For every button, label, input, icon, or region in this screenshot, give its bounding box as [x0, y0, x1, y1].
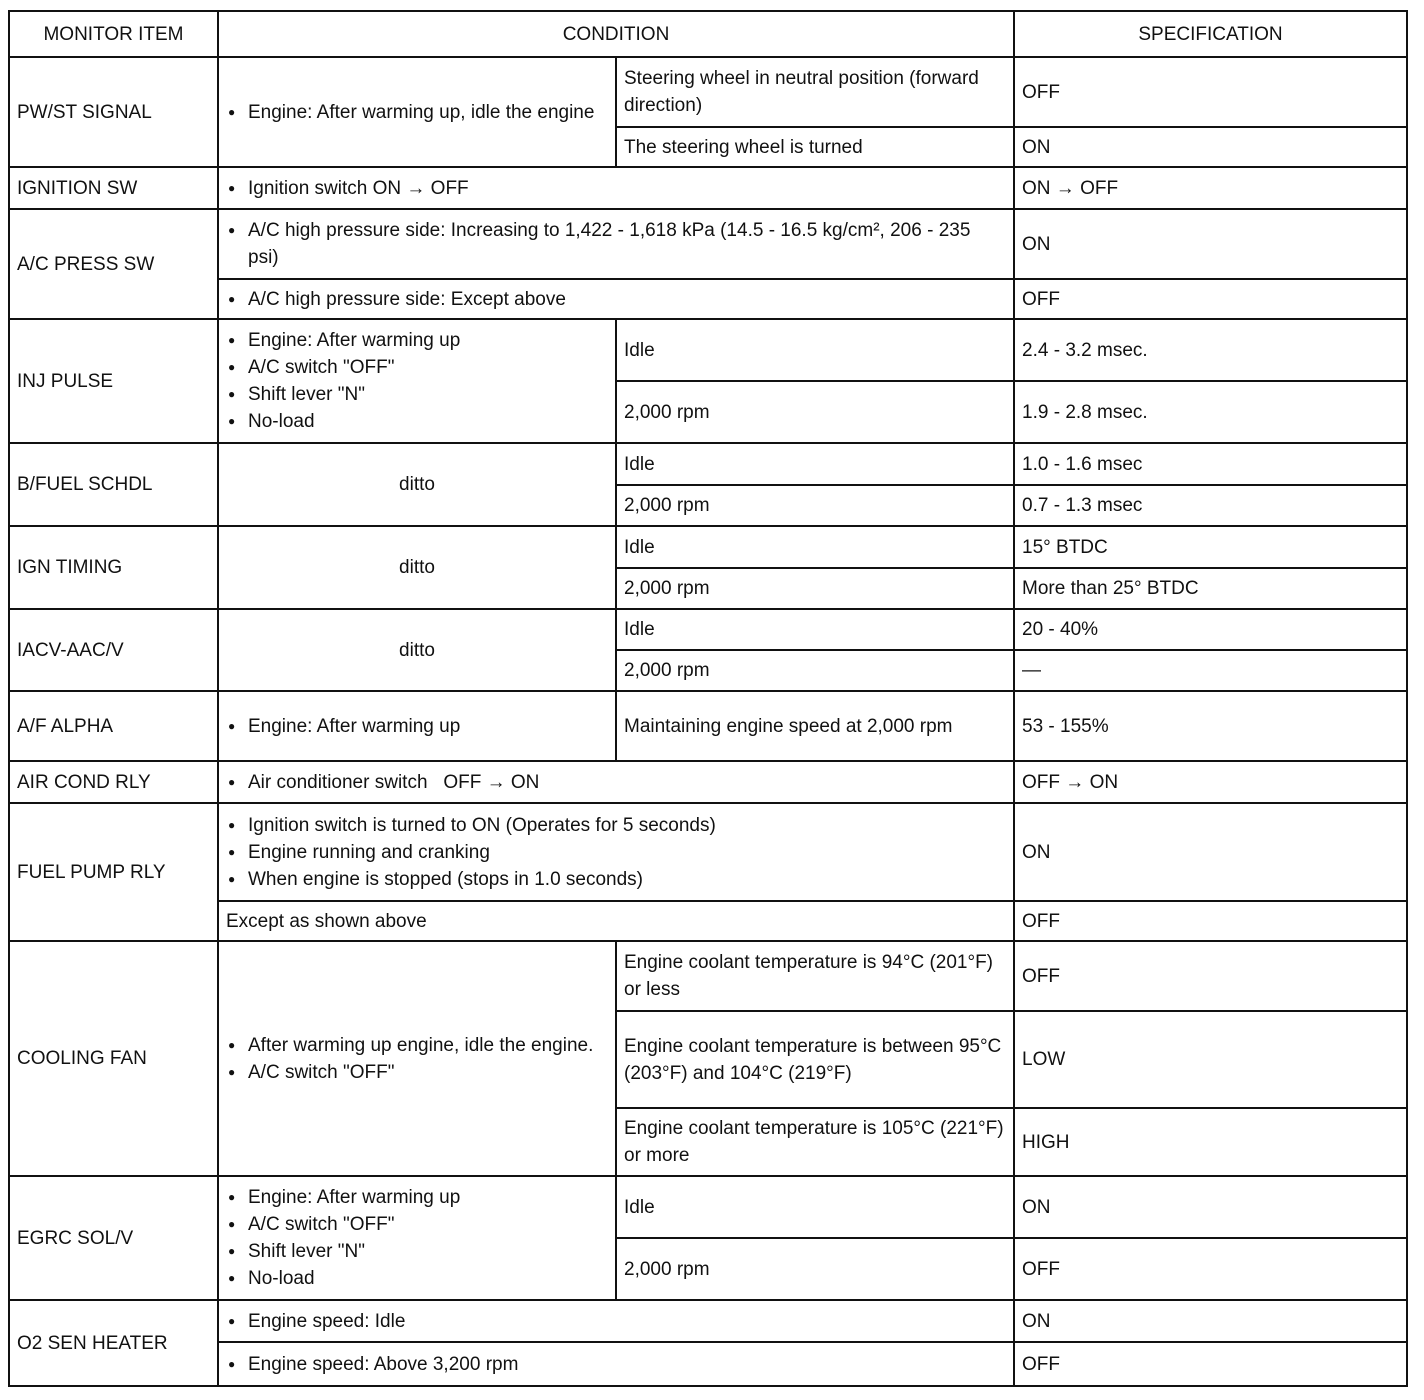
- condition-cell: [218, 279, 1014, 319]
- condition-bullet: ● Engine: After warming up, idle the engine: [226, 99, 608, 126]
- item-cooling-fan: COOLING FAN: [9, 941, 218, 1176]
- sub-condition-cell: The steering wheel is turned: [616, 127, 1014, 167]
- condition-cell: [218, 167, 1014, 209]
- condition-bullet: ● Engine: After warming up: [226, 327, 608, 354]
- sub-condition-cell: Steering wheel in neutral position (forward direction): [616, 57, 1014, 127]
- monitor-spec-table: [8, 10, 1408, 1387]
- table-row: [9, 691, 1407, 761]
- condition-ditto: ditto: [218, 443, 616, 526]
- item-ign-timing: IGN TIMING: [9, 526, 218, 609]
- spec-cell: 15° BTDC: [1014, 526, 1407, 568]
- condition-bullet: ● Shift lever "N": [226, 1238, 608, 1265]
- table-row: [9, 761, 1407, 803]
- condition-cell: [218, 1176, 616, 1300]
- header-condition: CONDITION: [218, 11, 1014, 57]
- spec-cell: 1.9 - 2.8 msec.: [1014, 381, 1407, 443]
- table-row: [9, 803, 1407, 901]
- table-row: [9, 526, 1407, 568]
- condition-bullet: ● A/C high pressure side: Except above: [226, 286, 1006, 313]
- table-row: [9, 209, 1407, 279]
- spec-cell: OFF: [1014, 1238, 1407, 1300]
- spec-cell: —: [1014, 650, 1407, 691]
- condition-bullet: ● After warming up engine, idle the engine.: [226, 1032, 608, 1059]
- condition-bullet: ● Engine running and cranking: [226, 839, 1006, 866]
- table-row: [9, 319, 1407, 381]
- table-row: [9, 1176, 1407, 1238]
- condition-bullet: ● A/C switch "OFF": [226, 354, 608, 381]
- condition-cell: [218, 761, 1014, 803]
- condition-cell: Except as shown above: [218, 901, 1014, 941]
- sub-condition-cell: 2,000 rpm: [616, 568, 1014, 609]
- spec-cell: OFF: [1014, 941, 1407, 1011]
- table-row: [9, 57, 1407, 127]
- table-row: [9, 167, 1407, 209]
- spec-cell: 1.0 - 1.6 msec: [1014, 443, 1407, 485]
- condition-cell: [218, 319, 616, 443]
- spec-cell: ON: [1014, 803, 1407, 901]
- item-egrc-sol-v: EGRC SOL/V: [9, 1176, 218, 1300]
- header-row: [9, 11, 1407, 57]
- item-fuel-pump-rly: FUEL PUMP RLY: [9, 803, 218, 941]
- sub-condition-cell: Engine coolant temperature is 94°C (201°F) or less: [616, 941, 1014, 1011]
- spec-cell: HIGH: [1014, 1108, 1407, 1176]
- sub-condition-cell: 2,000 rpm: [616, 1238, 1014, 1300]
- spec-cell: 20 - 40%: [1014, 609, 1407, 650]
- spec-cell: ON: [1014, 209, 1407, 279]
- condition-bullet: ● Ignition switch ON → OFF: [226, 175, 1006, 202]
- spec-cell: LOW: [1014, 1011, 1407, 1108]
- spec-cell: ON: [1014, 1176, 1407, 1238]
- item-af-alpha: A/F ALPHA: [9, 691, 218, 761]
- condition-cell: [218, 803, 1014, 901]
- sub-condition-cell: Idle: [616, 526, 1014, 568]
- condition-bullet: ● A/C switch "OFF": [226, 1211, 608, 1238]
- condition-bullet: ● When engine is stopped (stops in 1.0 seconds): [226, 866, 1006, 893]
- item-ignition-sw: IGNITION SW: [9, 167, 218, 209]
- condition-cell: [218, 57, 616, 167]
- table-row: [9, 1300, 1407, 1342]
- header-specification: SPECIFICATION: [1014, 11, 1407, 57]
- condition-cell: [218, 1342, 1014, 1386]
- table-row: [9, 901, 1407, 941]
- spec-cell: ON: [1014, 1300, 1407, 1342]
- condition-ditto: ditto: [218, 609, 616, 691]
- condition-cell: [218, 1300, 1014, 1342]
- spec-cell: OFF: [1014, 901, 1407, 941]
- condition-bullet: ● No-load: [226, 408, 608, 435]
- condition-ditto: ditto: [218, 526, 616, 609]
- sub-condition-cell: Idle: [616, 1176, 1014, 1238]
- condition-bullet: ● Air conditioner switch OFF → ON: [226, 769, 1006, 796]
- table-row: [9, 279, 1407, 319]
- sub-condition-cell: Idle: [616, 443, 1014, 485]
- condition-bullet: ● Engine speed: Idle: [226, 1308, 1006, 1335]
- spec-cell: More than 25° BTDC: [1014, 568, 1407, 609]
- condition-bullet: ● A/C high pressure side: Increasing to 1,422 - 1,618 kPa (14.5 - 16.5 kg/cm², 206 - 235 psi): [226, 217, 1006, 271]
- condition-bullet: ● No-load: [226, 1265, 608, 1292]
- sub-condition-cell: Engine coolant temperature is between 95°C (203°F) and 104°C (219°F): [616, 1011, 1014, 1108]
- condition-bullet: ● Shift lever "N": [226, 381, 608, 408]
- header-monitor-item: MONITOR ITEM: [9, 11, 218, 57]
- spec-cell: 2.4 - 3.2 msec.: [1014, 319, 1407, 381]
- item-ac-press-sw: A/C PRESS SW: [9, 209, 218, 319]
- condition-bullet: ● A/C switch "OFF": [226, 1059, 608, 1086]
- table-row: [9, 443, 1407, 485]
- spec-cell: 53 - 155%: [1014, 691, 1407, 761]
- table-row: [9, 941, 1407, 1011]
- condition-cell: [218, 209, 1014, 279]
- spec-cell: ON → OFF: [1014, 167, 1407, 209]
- item-bfuel-schdl: B/FUEL SCHDL: [9, 443, 218, 526]
- spec-cell: ON: [1014, 127, 1407, 167]
- sub-condition-cell: Maintaining engine speed at 2,000 rpm: [616, 691, 1014, 761]
- table-row: [9, 1342, 1407, 1386]
- condition-cell: [218, 691, 616, 761]
- condition-cell: [218, 941, 616, 1176]
- table-row: [9, 609, 1407, 650]
- condition-bullet: ● Ignition switch is turned to ON (Operates for 5 seconds): [226, 812, 1006, 839]
- item-o2-sen-heater: O2 SEN HEATER: [9, 1300, 218, 1386]
- sub-condition-cell: Engine coolant temperature is 105°C (221°F) or more: [616, 1108, 1014, 1176]
- sub-condition-cell: Idle: [616, 319, 1014, 381]
- condition-bullet: ● Engine speed: Above 3,200 rpm: [226, 1351, 1006, 1378]
- spec-cell: OFF: [1014, 57, 1407, 127]
- item-pwst-signal: PW/ST SIGNAL: [9, 57, 218, 167]
- spec-cell: OFF: [1014, 279, 1407, 319]
- item-air-cond-rly: AIR COND RLY: [9, 761, 218, 803]
- item-inj-pulse: INJ PULSE: [9, 319, 218, 443]
- spec-cell: 0.7 - 1.3 msec: [1014, 485, 1407, 526]
- item-iacv-aac-v: IACV-AAC/V: [9, 609, 218, 691]
- condition-bullet: ● Engine: After warming up: [226, 713, 608, 740]
- sub-condition-cell: Idle: [616, 609, 1014, 650]
- condition-bullet: ● Engine: After warming up: [226, 1184, 608, 1211]
- sub-condition-cell: 2,000 rpm: [616, 381, 1014, 443]
- spec-cell: OFF: [1014, 1342, 1407, 1386]
- spec-cell: OFF → ON: [1014, 761, 1407, 803]
- sub-condition-cell: 2,000 rpm: [616, 650, 1014, 691]
- sub-condition-cell: 2,000 rpm: [616, 485, 1014, 526]
